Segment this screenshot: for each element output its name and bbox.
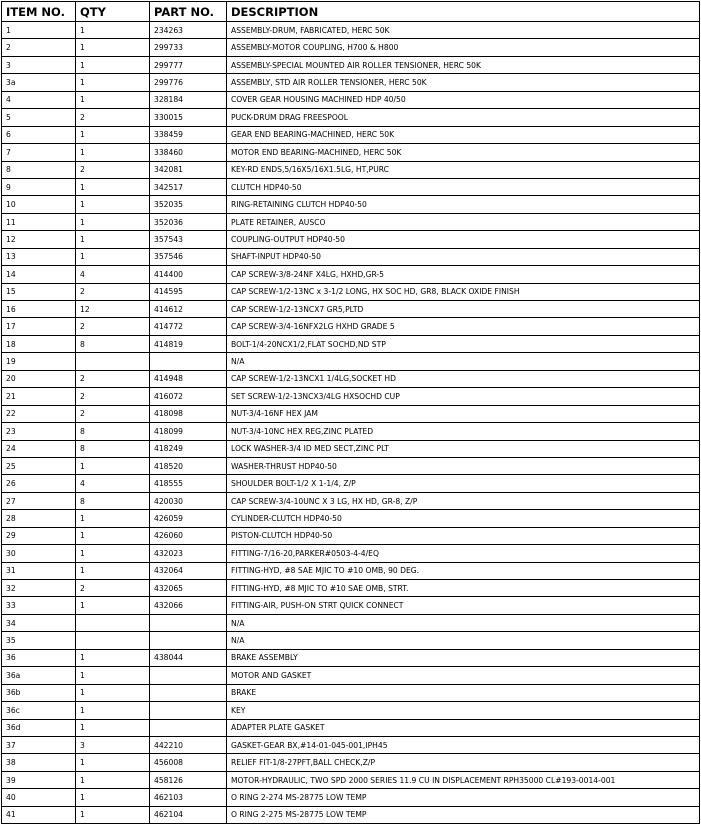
table-row [2, 22, 700, 39]
item-no-cell: 3 [2, 56, 76, 73]
part-no-cell [150, 632, 227, 649]
qty-cell: 1 [76, 771, 150, 788]
description-cell: CAP SCREW-1/2-13NCX1 1/4LG,SOCKET HD [227, 370, 700, 387]
part-no-cell [150, 614, 227, 631]
table-row [2, 562, 700, 579]
table-row [2, 283, 700, 300]
part-no-cell: 418249 [150, 440, 227, 457]
part-no-cell: 458126 [150, 771, 227, 788]
item-no-cell: 25 [2, 457, 76, 474]
table-row [2, 632, 700, 649]
table-header [2, 2, 700, 22]
qty-cell [76, 353, 150, 370]
item-no-cell: 40 [2, 789, 76, 806]
part-no-cell: 330015 [150, 109, 227, 126]
description-cell: LOCK WASHER-3/4 ID MED SECT,ZINC PLT [227, 440, 700, 457]
item-no-cell: 9 [2, 178, 76, 195]
table-row [2, 423, 700, 440]
qty-cell: 1 [76, 789, 150, 806]
part-no-cell: 418520 [150, 457, 227, 474]
qty-cell: 2 [76, 370, 150, 387]
part-no-cell: 420030 [150, 492, 227, 509]
part-no-cell: 438044 [150, 649, 227, 666]
qty-cell: 8 [76, 492, 150, 509]
description-cell: SHOULDER BOLT-1/2 X 1-1/4, Z/P [227, 475, 700, 492]
description-cell: NUT-3/4-10NC HEX REG,ZINC PLATED [227, 423, 700, 440]
part-no-cell [150, 719, 227, 736]
qty-cell: 1 [76, 91, 150, 108]
description-cell: CAP SCREW-3/4-10UNC X 3 LG, HX HD, GR-8, Z/P [227, 492, 700, 509]
description-cell: SET SCREW-1/2-13NCX3/4LG HXSOCHD CUP [227, 388, 700, 405]
description-cell: CYLINDER-CLUTCH HDP40-50 [227, 510, 700, 527]
part-no-cell: 414948 [150, 370, 227, 387]
item-no-cell: 13 [2, 248, 76, 265]
item-no-cell: 24 [2, 440, 76, 457]
header-row [2, 2, 700, 22]
item-no-cell: 18 [2, 335, 76, 352]
table-row [2, 580, 700, 597]
qty-cell: 2 [76, 283, 150, 300]
table-row [2, 771, 700, 788]
table-row [2, 545, 700, 562]
part-no-cell: 352036 [150, 213, 227, 230]
item-no-cell: 37 [2, 736, 76, 753]
item-no-cell: 20 [2, 370, 76, 387]
part-no-cell: 432066 [150, 597, 227, 614]
table-row [2, 213, 700, 230]
qty-cell: 4 [76, 266, 150, 283]
table-row [2, 527, 700, 544]
table-row [2, 667, 700, 684]
item-no-cell: 6 [2, 126, 76, 143]
qty-cell: 2 [76, 388, 150, 405]
item-no-cell: 38 [2, 754, 76, 771]
qty-cell: 8 [76, 335, 150, 352]
part-no-cell: 342081 [150, 161, 227, 178]
item-no-cell: 31 [2, 562, 76, 579]
description-cell: ASSEMBLY-MOTOR COUPLING, H700 & H800 [227, 39, 700, 56]
description-cell: CAP SCREW-3/4-16NFX2LG HXHD GRADE 5 [227, 318, 700, 335]
item-no-cell: 5 [2, 109, 76, 126]
table-row [2, 231, 700, 248]
qty-cell: 1 [76, 22, 150, 39]
item-no-cell: 28 [2, 510, 76, 527]
description-cell: ADAPTER PLATE GASKET [227, 719, 700, 736]
qty-cell [76, 614, 150, 631]
description-cell: FITTING-AIR, PUSH-ON STRT QUICK CONNECT [227, 597, 700, 614]
item-no-cell: 32 [2, 580, 76, 597]
table-row [2, 457, 700, 474]
part-no-cell: 456008 [150, 754, 227, 771]
part-no-cell: 462104 [150, 806, 227, 823]
item-no-cell: 26 [2, 475, 76, 492]
qty-cell: 1 [76, 39, 150, 56]
table-row [2, 736, 700, 753]
description-cell: ASSEMBLY-DRUM, FABRICATED, HERC 50K [227, 22, 700, 39]
item-no-cell: 15 [2, 283, 76, 300]
qty-cell: 2 [76, 109, 150, 126]
part-no-cell: 442210 [150, 736, 227, 753]
qty-cell: 2 [76, 161, 150, 178]
part-no-cell: 352035 [150, 196, 227, 213]
qty-cell: 8 [76, 423, 150, 440]
qty-cell: 1 [76, 562, 150, 579]
part-no-cell: 338460 [150, 144, 227, 161]
qty-cell: 1 [76, 126, 150, 143]
item-no-cell: 22 [2, 405, 76, 422]
table-row [2, 39, 700, 56]
table-row [2, 91, 700, 108]
qty-cell: 1 [76, 231, 150, 248]
table-row [2, 649, 700, 666]
part-no-cell: 414612 [150, 301, 227, 318]
table-row [2, 388, 700, 405]
qty-cell: 1 [76, 754, 150, 771]
part-no-cell: 342517 [150, 178, 227, 195]
header-part-no: PART NO. [150, 2, 227, 22]
description-cell: SHAFT-INPUT HDP40-50 [227, 248, 700, 265]
description-cell: COUPLING-OUTPUT HDP40-50 [227, 231, 700, 248]
part-no-cell: 432023 [150, 545, 227, 562]
qty-cell: 1 [76, 527, 150, 544]
part-no-cell [150, 684, 227, 701]
header-item-no: ITEM NO. [2, 2, 76, 22]
table-row [2, 266, 700, 283]
table-row [2, 144, 700, 161]
description-cell: PLATE RETAINER, AUSCO [227, 213, 700, 230]
table-row [2, 614, 700, 631]
description-cell: CAP SCREW-1/2-13NC x 3-1/2 LONG, HX SOC HD, GR8, BLACK OXIDE FINISH [227, 283, 700, 300]
qty-cell: 1 [76, 56, 150, 73]
item-no-cell: 23 [2, 423, 76, 440]
part-no-cell: 299777 [150, 56, 227, 73]
item-no-cell: 21 [2, 388, 76, 405]
qty-cell: 1 [76, 649, 150, 666]
qty-cell: 1 [76, 545, 150, 562]
description-cell: ASSEMBLY-SPECIAL MOUNTED AIR ROLLER TENSIONER, HERC 50K [227, 56, 700, 73]
part-no-cell [150, 353, 227, 370]
description-cell: FITTING-HYD, #8 MJIC TO #10 SAE OMB, STRT. [227, 580, 700, 597]
header-qty: QTY [76, 2, 150, 22]
part-no-cell: 426060 [150, 527, 227, 544]
table-row [2, 492, 700, 509]
description-cell: COVER GEAR HOUSING MACHINED HDP 40/50 [227, 91, 700, 108]
description-cell: NUT-3/4-16NF HEX JAM [227, 405, 700, 422]
part-no-cell: 426059 [150, 510, 227, 527]
item-no-cell: 36b [2, 684, 76, 701]
part-no-cell: 328184 [150, 91, 227, 108]
qty-cell: 1 [76, 178, 150, 195]
qty-cell: 1 [76, 510, 150, 527]
item-no-cell: 3a [2, 74, 76, 91]
item-no-cell: 30 [2, 545, 76, 562]
qty-cell [76, 632, 150, 649]
table-row [2, 789, 700, 806]
description-cell: N/A [227, 353, 700, 370]
qty-cell: 1 [76, 248, 150, 265]
part-no-cell: 432064 [150, 562, 227, 579]
description-cell: RING-RETAINING CLUTCH HDP40-50 [227, 196, 700, 213]
table-row [2, 109, 700, 126]
table-row [2, 684, 700, 701]
item-no-cell: 11 [2, 213, 76, 230]
item-no-cell: 17 [2, 318, 76, 335]
qty-cell: 1 [76, 196, 150, 213]
description-cell: PUCK-DRUM DRAG FREESPOOL [227, 109, 700, 126]
qty-cell: 8 [76, 440, 150, 457]
description-cell: BOLT-1/4-20NCX1/2,FLAT SOCHD,ND STP [227, 335, 700, 352]
part-no-cell: 338459 [150, 126, 227, 143]
table-row [2, 126, 700, 143]
table-row [2, 440, 700, 457]
part-no-cell: 418098 [150, 405, 227, 422]
table-row [2, 56, 700, 73]
table-row [2, 353, 700, 370]
table-row [2, 754, 700, 771]
table-row [2, 196, 700, 213]
description-cell: GEAR END BEARING-MACHINED, HERC 50K [227, 126, 700, 143]
part-no-cell [150, 667, 227, 684]
header-description: DESCRIPTION [227, 2, 700, 22]
table-row [2, 597, 700, 614]
qty-cell: 2 [76, 580, 150, 597]
description-cell: KEY-RD ENDS,5/16X5/16X1.5LG, HT,PURC [227, 161, 700, 178]
table-row [2, 806, 700, 823]
table-body [2, 22, 700, 824]
qty-cell: 1 [76, 702, 150, 719]
part-no-cell: 357546 [150, 248, 227, 265]
item-no-cell: 1 [2, 22, 76, 39]
table-row [2, 405, 700, 422]
item-no-cell: 4 [2, 91, 76, 108]
item-no-cell: 10 [2, 196, 76, 213]
description-cell: O RING 2-274 MS-28775 LOW TEMP [227, 789, 700, 806]
item-no-cell: 7 [2, 144, 76, 161]
item-no-cell: 35 [2, 632, 76, 649]
description-cell: BRAKE ASSEMBLY [227, 649, 700, 666]
qty-cell: 1 [76, 597, 150, 614]
description-cell: CLUTCH HDP40-50 [227, 178, 700, 195]
table-row [2, 161, 700, 178]
description-cell: N/A [227, 614, 700, 631]
table-row [2, 74, 700, 91]
qty-cell: 4 [76, 475, 150, 492]
part-no-cell: 234263 [150, 22, 227, 39]
table-row [2, 318, 700, 335]
part-no-cell [150, 702, 227, 719]
item-no-cell: 16 [2, 301, 76, 318]
part-no-cell: 418555 [150, 475, 227, 492]
description-cell: ASSEMBLY, STD AIR ROLLER TENSIONER, HERC 50K [227, 74, 700, 91]
part-no-cell: 414772 [150, 318, 227, 335]
item-no-cell: 19 [2, 353, 76, 370]
description-cell: CAP SCREW-1/2-13NCX7 GR5,PLTD [227, 301, 700, 318]
part-no-cell: 432065 [150, 580, 227, 597]
table-row [2, 719, 700, 736]
qty-cell: 2 [76, 405, 150, 422]
item-no-cell: 14 [2, 266, 76, 283]
table-row [2, 248, 700, 265]
qty-cell: 1 [76, 667, 150, 684]
table-row [2, 301, 700, 318]
item-no-cell: 12 [2, 231, 76, 248]
part-no-cell: 414595 [150, 283, 227, 300]
item-no-cell: 36 [2, 649, 76, 666]
part-no-cell: 462103 [150, 789, 227, 806]
description-cell: O RING 2-275 MS-28775 LOW TEMP [227, 806, 700, 823]
item-no-cell: 36a [2, 667, 76, 684]
part-no-cell: 357543 [150, 231, 227, 248]
description-cell: PISTON-CLUTCH HDP40-50 [227, 527, 700, 544]
item-no-cell: 36d [2, 719, 76, 736]
table-row [2, 370, 700, 387]
description-cell: RELIEF FIT-1/8-27PFT,BALL CHECK,Z/P [227, 754, 700, 771]
qty-cell: 1 [76, 684, 150, 701]
description-cell: MOTOR AND GASKET [227, 667, 700, 684]
item-no-cell: 36c [2, 702, 76, 719]
description-cell: MOTOR END BEARING-MACHINED, HERC 50K [227, 144, 700, 161]
table-row [2, 702, 700, 719]
description-cell: BRAKE [227, 684, 700, 701]
item-no-cell: 29 [2, 527, 76, 544]
qty-cell: 12 [76, 301, 150, 318]
part-no-cell: 299733 [150, 39, 227, 56]
qty-cell: 1 [76, 144, 150, 161]
description-cell: FITTING-7/16-20,PARKER#0503-4-4/EQ [227, 545, 700, 562]
table-row [2, 510, 700, 527]
qty-cell: 3 [76, 736, 150, 753]
qty-cell: 1 [76, 213, 150, 230]
qty-cell: 1 [76, 74, 150, 91]
qty-cell: 1 [76, 457, 150, 474]
description-cell: KEY [227, 702, 700, 719]
part-no-cell: 418099 [150, 423, 227, 440]
part-no-cell: 414400 [150, 266, 227, 283]
table-row [2, 178, 700, 195]
item-no-cell: 27 [2, 492, 76, 509]
part-no-cell: 414819 [150, 335, 227, 352]
part-no-cell: 299776 [150, 74, 227, 91]
item-no-cell: 2 [2, 39, 76, 56]
description-cell: WASHER-THRUST HDP40-50 [227, 457, 700, 474]
table-row [2, 475, 700, 492]
description-cell: MOTOR-HYDRAULIC, TWO SPD 2000 SERIES 11.9 CU IN DISPLACEMENT RPH35000 CL#193-0014-001 [227, 771, 700, 788]
description-cell: GASKET-GEAR BX,#14-01-045-001,IPH45 [227, 736, 700, 753]
item-no-cell: 39 [2, 771, 76, 788]
description-cell: CAP SCREW-3/8-24NF X4LG, HXHD,GR-5 [227, 266, 700, 283]
item-no-cell: 41 [2, 806, 76, 823]
qty-cell: 1 [76, 719, 150, 736]
item-no-cell: 8 [2, 161, 76, 178]
qty-cell: 1 [76, 806, 150, 823]
item-no-cell: 34 [2, 614, 76, 631]
item-no-cell: 33 [2, 597, 76, 614]
parts-list-table [1, 1, 700, 824]
description-cell: FITTING-HYD, #8 SAE MJIC TO #10 OMB, 90 DEG. [227, 562, 700, 579]
part-no-cell: 416072 [150, 388, 227, 405]
table-row [2, 335, 700, 352]
description-cell: N/A [227, 632, 700, 649]
qty-cell: 2 [76, 318, 150, 335]
